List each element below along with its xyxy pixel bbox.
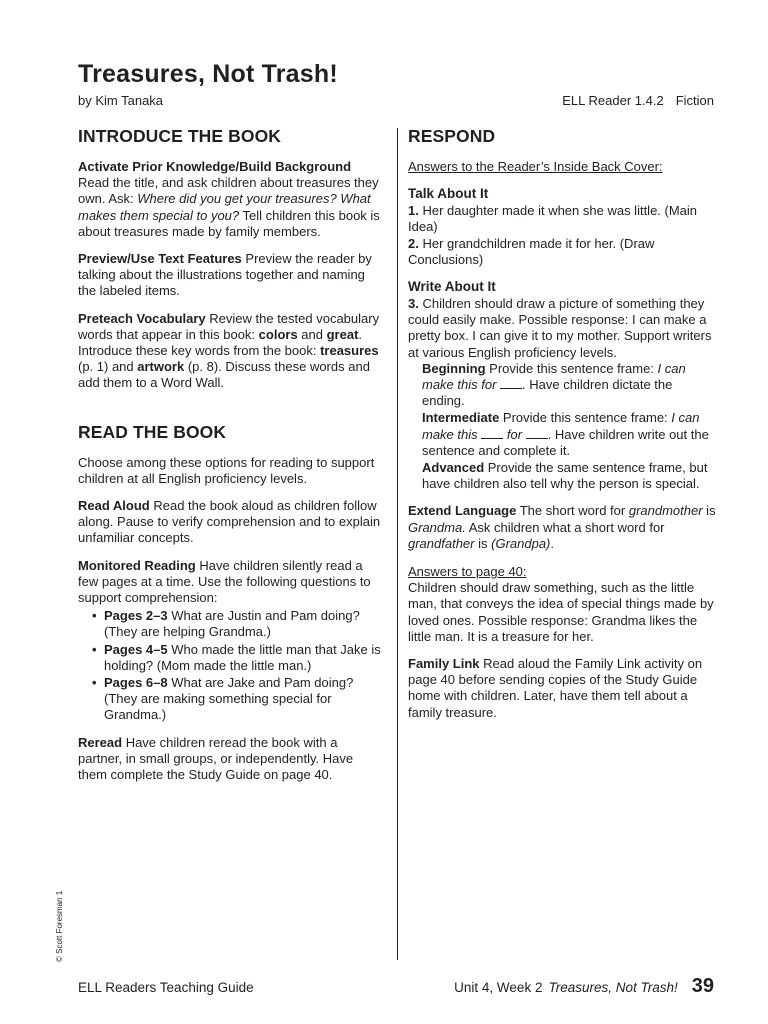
read-aloud-lead: Read Aloud <box>78 498 150 514</box>
list-item: • Pages 4–5 Who made the little man that Jake is holding? (Mom made the little man.) <box>92 642 382 674</box>
extend-lead: Extend Language <box>408 503 517 519</box>
blank-line <box>481 428 503 439</box>
answers-cover-label: Answers to the Reader’s Inside Back Cover: <box>408 159 663 174</box>
family-link-lead: Family Link <box>408 656 480 672</box>
monitored-paragraph: Monitored Reading Have children silently read a few pages at a time. Use the following questions to support comprehension: <box>78 557 371 606</box>
byline: by Kim Tanaka <box>78 93 164 108</box>
talk-heading: Talk About It <box>408 186 489 202</box>
preview-paragraph: Preview/Use Text Features Preview the reader by talking about the illustrations together and naming the labeled items. <box>78 251 372 299</box>
reader-series <box>562 93 714 108</box>
footer-guide-title: ELL Readers Teaching Guide <box>78 980 254 995</box>
talk-answer-2: 2. Her grandchildren made it for her. (Draw Conclusions) <box>408 235 655 267</box>
list-item: • Pages 6–8 What are Jake and Pam doing? (They are making something special for Grandma.) <box>92 675 382 724</box>
introduce-heading: INTRODUCE THE BOOK <box>78 126 282 146</box>
blank-line <box>526 428 548 439</box>
vocab-word: artwork <box>137 359 185 375</box>
talk-answer-1: 1. Her daughter made it when she was little. (Main Idea) <box>408 203 698 235</box>
vocab-word: treasures <box>320 343 379 359</box>
extend-paragraph: Extend Language The short word for grandmother is Grandma. Ask children what a short word for grandfather is (Grandpa). <box>408 503 716 551</box>
family-link-paragraph: Family Link Read aloud the Family Link activity on page 40 before sending copies of the Study Guide home with children. Later, have them tell about a family treasure. <box>408 656 703 720</box>
answers-page-label: Answers to page 40: <box>408 564 527 580</box>
reread-paragraph: Reread Have children reread the book with a partner, in small groups, or independently. Have them complete the Study Guide on page 40. <box>78 734 354 783</box>
activate-lead: Activate Prior Knowledge/Build Background <box>78 159 352 174</box>
level-advanced: Advanced Provide the same sentence frame, but have children also tell why the person is special. <box>422 460 708 492</box>
level-beginning: Beginning Provide this sentence frame: I can make this for . Have children dictate the ending. <box>422 360 686 409</box>
footer-unit: Unit 4, Week 2 <box>454 980 543 995</box>
right-column <box>408 126 716 732</box>
genre: Fiction <box>675 93 714 108</box>
vocab-word: great <box>326 326 359 342</box>
footer-book-title: Treasures, Not Trash! <box>548 980 678 995</box>
reread-lead: Reread <box>78 734 123 750</box>
question-list <box>92 608 382 723</box>
preview-lead: Preview/Use Text Features <box>78 251 242 267</box>
write-heading: Write About It <box>408 279 496 295</box>
preteach-lead: Preteach Vocabulary <box>78 310 206 326</box>
read-heading: READ THE BOOK <box>78 421 227 442</box>
read-aloud-paragraph: Read Aloud Read the book aloud as children follow along. Pause to verify comprehension and to explain unfamiliar concepts. <box>78 498 381 546</box>
list-item: • Pages 2–3 What are Justin and Pam doing? (They are helping Grandma.) <box>92 608 382 640</box>
left-column <box>78 126 382 794</box>
write-answer-3: 3. Children should draw a picture of something they could easily make. Possible response: I can make a pretty box. I can give it to my mother. Support writers at various English proficiency levels. <box>408 296 712 360</box>
level-intermediate: Intermediate Provide this sentence frame: I can make this for . Have children write out the sentence and complete it. <box>422 410 709 458</box>
respond-heading: RESPOND <box>408 126 496 146</box>
page40-answer: Children should draw something, such as the little man, that conveys the idea of special things made by loved ones. Possible response: Grandma likes the little man. It is a treasure for her. <box>408 580 714 644</box>
page-title: Treasures, Not Trash! <box>78 60 338 88</box>
monitored-lead: Monitored Reading <box>78 557 196 573</box>
choose-paragraph: Choose among these options for reading to support children at all English proficiency levels. <box>78 454 375 486</box>
preteach-paragraph: Preteach Vocabulary Review the tested vocabulary words that appear in this book: colors and great. Introduce these key words from the book: treasures (p. 1) and artwork (p. 8). Discuss these words and add them to a Word Wall. <box>78 310 380 391</box>
page-number: 39 <box>691 975 714 997</box>
copyright-notice: © Scott Foresman 1 <box>55 890 64 962</box>
vocab-word: colors <box>258 326 298 342</box>
footer-right <box>454 975 714 998</box>
reader-code: ELL Reader 1.4.2 <box>562 93 664 108</box>
column-divider <box>397 128 398 960</box>
blank-line <box>500 378 522 389</box>
activate-paragraph: Activate Prior Knowledge/Build Background Read the title, and ask children about treasures they own. Ask: Where did you get your treasures? What makes them special to you? Tell children this book is about treasures made by family members. <box>78 159 380 239</box>
